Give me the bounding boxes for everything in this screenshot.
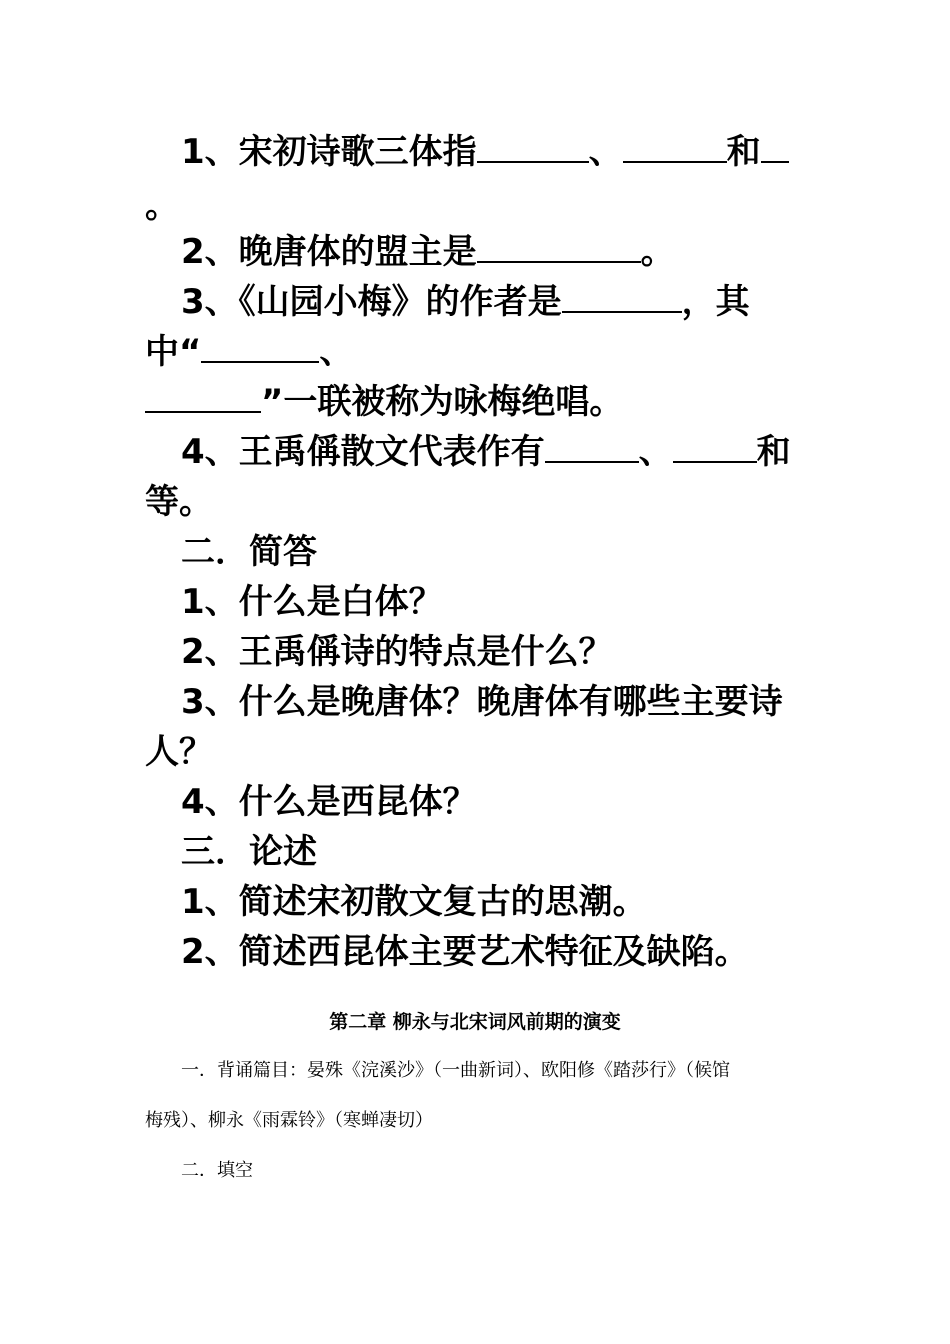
blank-3b[interactable]: [201, 331, 319, 363]
section-3-title: 三．论述: [181, 832, 317, 872]
separator: 、: [319, 332, 354, 372]
question-3: [145, 278, 846, 326]
separator: 、: [638, 432, 673, 472]
question-3-line3: [145, 378, 810, 426]
recite-list-cont: 梅残）、柳永《雨霖铃》（寒蝉凄切）: [145, 1110, 433, 1131]
short-answer-3-cont: 人？: [145, 732, 213, 772]
short-answer-1: 1、什么是白体？: [181, 582, 443, 622]
blank-1b[interactable]: [623, 131, 727, 163]
chapter-title: 第二章 柳永与北宋词风前期的演变: [329, 1011, 621, 1033]
blank-2[interactable]: [477, 231, 641, 263]
question-3-line2: [145, 328, 810, 376]
question-4-text: 4、王禹偁散文代表作有: [181, 432, 545, 472]
question-3-text: 3、《山园小梅》的作者是: [181, 282, 562, 322]
short-answer-4: 4、什么是西昆体？: [181, 782, 477, 822]
blank-1c[interactable]: [761, 131, 789, 163]
blank-1a[interactable]: [477, 131, 589, 163]
blank-4b[interactable]: [673, 431, 757, 463]
essay-1: 1、简述宋初散文复古的思潮。: [181, 882, 647, 922]
question-1-text: 1、宋初诗歌三体指: [181, 132, 477, 172]
question-4-line2: 等。: [145, 482, 213, 522]
recite-list: 一．背诵篇目：晏殊《浣溪沙》（一曲新词）、欧阳修《踏莎行》（候馆: [181, 1060, 730, 1081]
question-2: [145, 228, 846, 276]
question-4: [145, 428, 846, 476]
question-1: [145, 128, 846, 176]
essay-2: 2、简述西昆体主要艺术特征及缺陷。: [181, 932, 749, 972]
question-1-end: 。: [145, 186, 179, 226]
short-answer-3: 3、什么是晚唐体？晚唐体有哪些主要诗: [181, 682, 783, 722]
period: 。: [640, 232, 675, 272]
question-3-line3-text: ”一联被称为咏梅绝唱。: [261, 382, 624, 422]
blank-3c[interactable]: [145, 381, 261, 413]
section-2-title: 二．简答: [181, 532, 317, 572]
short-answer-2: 2、王禹偁诗的特点是什么？: [181, 632, 613, 672]
question-3-comma: ，其: [681, 282, 750, 322]
blank-3a[interactable]: [562, 281, 682, 313]
fill-in-title: 二．填空: [181, 1160, 253, 1181]
conjunction: 和: [756, 432, 791, 472]
question-3-line2-text: 中“: [145, 332, 202, 372]
blank-4a[interactable]: [545, 431, 639, 463]
separator: 、: [588, 132, 623, 172]
question-2-text: 2、晚唐体的盟主是: [181, 232, 477, 272]
conjunction: 和: [726, 132, 761, 172]
